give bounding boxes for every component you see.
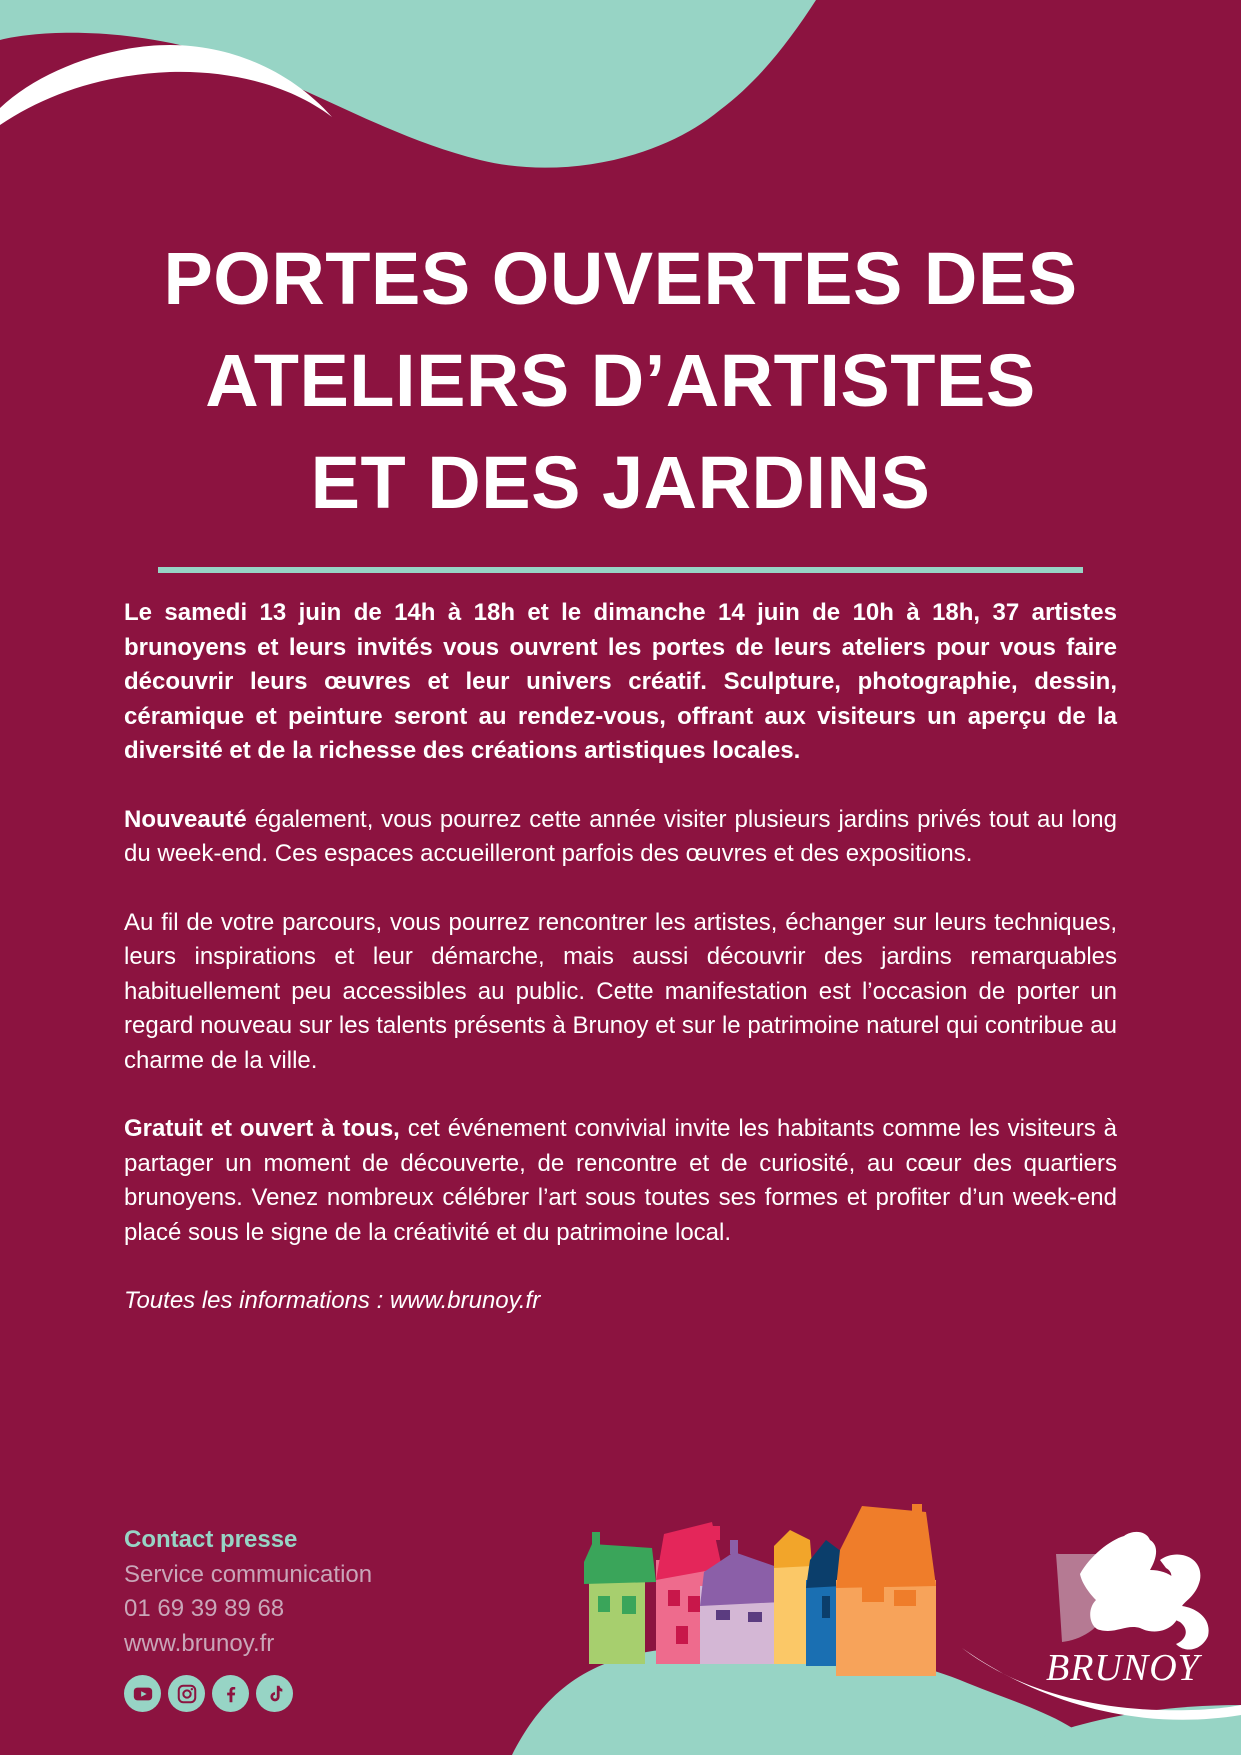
youtube-icon[interactable]	[124, 1675, 161, 1712]
colorful-houses-illustration	[584, 1504, 936, 1676]
title-line-2: ATELIERS D’ARTISTES	[205, 339, 1036, 422]
free-paragraph	[124, 1112, 1117, 1250]
title-divider	[158, 567, 1083, 573]
social-links	[124, 1675, 293, 1712]
novelty-text: également, vous pourrez cette année visiter plusieurs jardins privés tout au long du week-end. Ces espaces accueilleront parfois des œuvres et des expositions.	[124, 805, 1117, 867]
novelty-lead: Nouveauté	[124, 805, 247, 833]
tiktok-icon[interactable]	[256, 1675, 293, 1712]
instagram-icon[interactable]	[168, 1675, 205, 1712]
article-body	[124, 596, 1117, 1353]
contact-website[interactable]: www.brunoy.fr	[124, 1629, 275, 1657]
contact-service: Service communication	[124, 1560, 373, 1588]
lion-crest-icon	[1056, 1532, 1209, 1650]
info-paragraph	[124, 1284, 1117, 1319]
facebook-icon[interactable]	[212, 1675, 249, 1712]
info-line: Toutes les informations : www.brunoy.fr	[124, 1287, 541, 1314]
title-line-1: PORTES OUVERTES DES	[163, 237, 1078, 320]
intro-paragraph: Le samedi 13 juin de 14h à 18h et le dimanche 14 juin de 10h à 18h, 37 artistes brunoyens et leurs invités vous ouvrent les portes de leurs ateliers pour vous faire découvrir leurs œuvres et leur univers créatif. Sculpture, photographie, dessin, céramique et peinture seront au rendez-vous, offrant aux visiteurs un aperçu de la diversité et de la richesse des créations artistiques locales.	[124, 599, 1117, 764]
free-lead: Gratuit et ouvert à tous,	[124, 1115, 400, 1142]
top-mint-wave	[0, 0, 816, 168]
contact-phone[interactable]: 01 69 39 89 68	[124, 1595, 285, 1622]
free-text: cet événement convivial invite les habitants comme les visiteurs à partager un moment de découverte, de rencontre et de curiosité, au cœur des quartiers brunoyens. Venez nombreux célébrer l’art sous toutes ses formes et profiter d’un week-end placé sous le signe de la créativité et du patrimoine local.	[124, 1115, 1117, 1246]
press-contact	[124, 1523, 524, 1661]
contact-title: Contact presse	[124, 1526, 298, 1553]
brunoy-wordmark: BRUNOY	[1046, 1647, 1200, 1689]
page-title	[100, 228, 1141, 534]
novelty-paragraph	[124, 803, 1117, 872]
route-paragraph: Au fil de votre parcours, vous pourrez rencontrer les artistes, échanger sur leurs techniques, leurs inspirations et leur démarche, mais aussi découvrir des jardins remarquables habituellement peu accessibles au public. Cette manifestation est l’occasion de porter un regard nouveau sur les talents présents à Brunoy et sur le patrimoine naturel qui contribue au charme de la ville.	[124, 908, 1117, 1074]
title-line-3: ET DES JARDINS	[310, 441, 931, 524]
